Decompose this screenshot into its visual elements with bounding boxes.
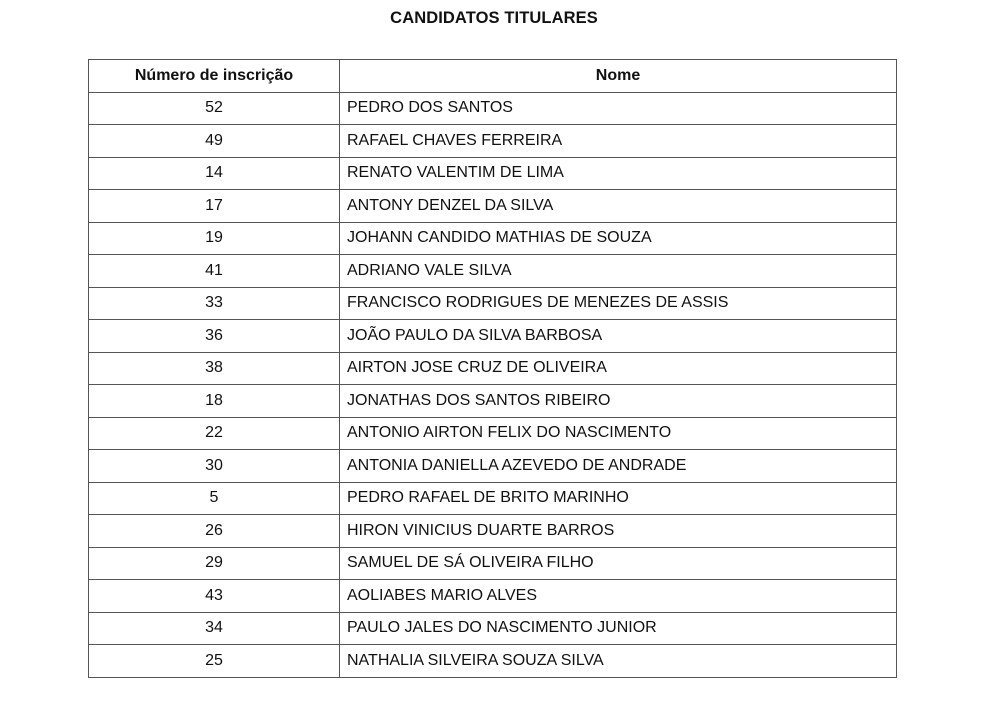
registration-number-cell: 17	[89, 190, 340, 223]
registration-number-cell: 29	[89, 547, 340, 580]
page-title: CANDIDATOS TITULARES	[390, 9, 598, 27]
candidate-name-cell: JONATHAS DOS SANTOS RIBEIRO	[340, 385, 897, 418]
candidate-name-cell: NATHALIA SILVEIRA SOUZA SILVA	[340, 645, 897, 678]
table-row	[89, 580, 897, 613]
registration-number-cell: 49	[89, 125, 340, 158]
table-row	[89, 482, 897, 515]
registration-number-cell: 38	[89, 352, 340, 385]
table-row	[89, 612, 897, 645]
table-body	[89, 92, 897, 677]
header-name: Nome	[340, 60, 897, 93]
table-row	[89, 547, 897, 580]
candidate-name-cell: JOÃO PAULO DA SILVA BARBOSA	[340, 320, 897, 353]
registration-number-cell: 22	[89, 417, 340, 450]
candidate-name-cell: AIRTON JOSE CRUZ DE OLIVEIRA	[340, 352, 897, 385]
table-row	[89, 352, 897, 385]
registration-number-cell: 36	[89, 320, 340, 353]
registration-number-cell: 41	[89, 255, 340, 288]
candidate-name-cell: ANTONIA DANIELLA AZEVEDO DE ANDRADE	[340, 450, 897, 483]
table-row	[89, 450, 897, 483]
candidate-name-cell: ADRIANO VALE SILVA	[340, 255, 897, 288]
table-row	[89, 255, 897, 288]
candidate-name-cell: RENATO VALENTIM DE LIMA	[340, 157, 897, 190]
table-row	[89, 320, 897, 353]
header-registration-number: Número de inscrição	[89, 60, 340, 93]
candidate-name-cell: PEDRO DOS SANTOS	[340, 92, 897, 125]
registration-number-cell: 25	[89, 645, 340, 678]
table-row	[89, 417, 897, 450]
candidate-name-cell: RAFAEL CHAVES FERREIRA	[340, 125, 897, 158]
candidates-table	[88, 59, 897, 678]
registration-number-cell: 18	[89, 385, 340, 418]
candidate-name-cell: HIRON VINICIUS DUARTE BARROS	[340, 515, 897, 548]
candidate-name-cell: ANTONIO AIRTON FELIX DO NASCIMENTO	[340, 417, 897, 450]
registration-number-cell: 19	[89, 222, 340, 255]
candidate-name-cell: PEDRO RAFAEL DE BRITO MARINHO	[340, 482, 897, 515]
table-row	[89, 222, 897, 255]
table-row	[89, 645, 897, 678]
table-row	[89, 92, 897, 125]
registration-number-cell: 30	[89, 450, 340, 483]
candidate-name-cell: SAMUEL DE SÁ OLIVEIRA FILHO	[340, 547, 897, 580]
registration-number-cell: 26	[89, 515, 340, 548]
candidate-name-cell: ANTONY DENZEL DA SILVA	[340, 190, 897, 223]
registration-number-cell: 5	[89, 482, 340, 515]
candidate-name-cell: AOLIABES MARIO ALVES	[340, 580, 897, 613]
table-row	[89, 190, 897, 223]
registration-number-cell: 14	[89, 157, 340, 190]
table-row	[89, 287, 897, 320]
candidate-name-cell: FRANCISCO RODRIGUES DE MENEZES DE ASSIS	[340, 287, 897, 320]
table-row	[89, 157, 897, 190]
table-header-row	[89, 60, 897, 93]
candidate-name-cell: JOHANN CANDIDO MATHIAS DE SOUZA	[340, 222, 897, 255]
registration-number-cell: 33	[89, 287, 340, 320]
registration-number-cell: 34	[89, 612, 340, 645]
table-row	[89, 515, 897, 548]
registration-number-cell: 52	[89, 92, 340, 125]
table-row	[89, 125, 897, 158]
registration-number-cell: 43	[89, 580, 340, 613]
table-row	[89, 385, 897, 418]
candidate-name-cell: PAULO JALES DO NASCIMENTO JUNIOR	[340, 612, 897, 645]
